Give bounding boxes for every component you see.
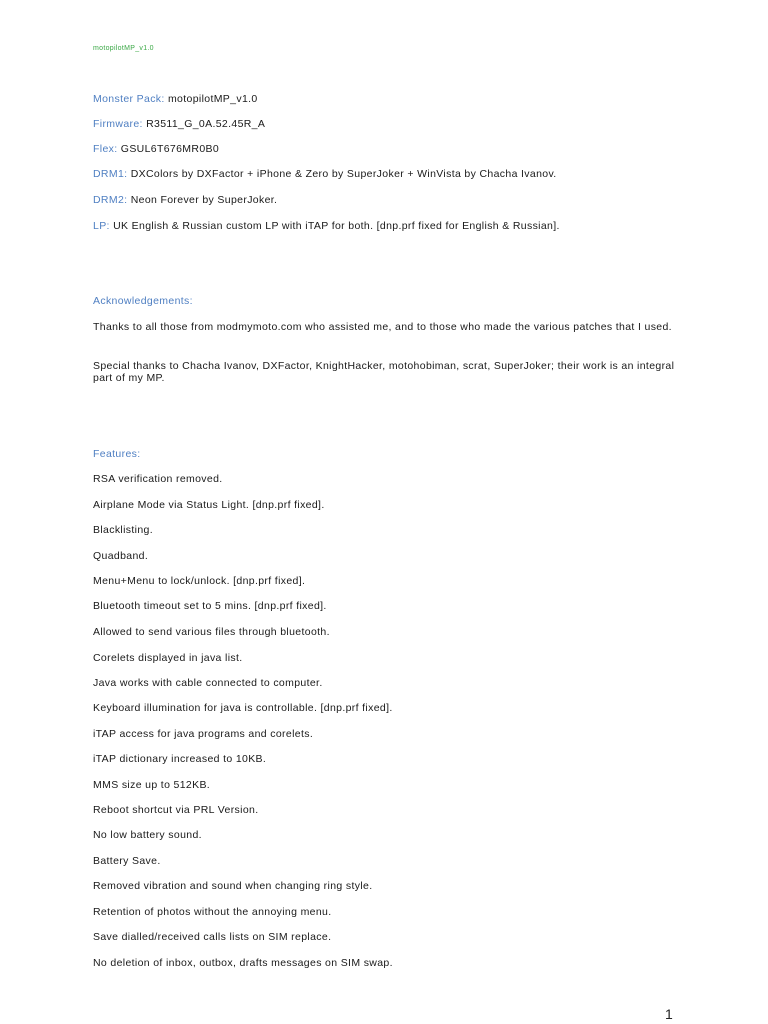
info-label: LP: (93, 220, 110, 232)
feature-item: iTAP access for java programs and corelets. (93, 728, 314, 740)
info-value: UK English & Russian custom LP with iTAP for both. [dnp.prf fixed for English & Russian]. (113, 220, 560, 232)
info-line-lp (93, 220, 560, 233)
feature-item: Reboot shortcut via PRL Version. (93, 804, 259, 816)
info-line-monster-pack (93, 93, 258, 106)
info-label: Monster Pack: (93, 93, 165, 105)
info-value: motopilotMP_v1.0 (167, 93, 258, 105)
feature-item: MMS size up to 512KB. (93, 779, 211, 791)
feature-item: Blacklisting. (93, 524, 153, 536)
feature-item: Keyboard illumination for java is controllable. [dnp.prf fixed]. (93, 702, 393, 714)
feature-item: Airplane Mode via Status Light. [dnp.prf fixed]. (93, 499, 325, 511)
feature-item: Quadband. (93, 550, 149, 562)
feature-item: Allowed to send various files through bluetooth. (93, 626, 330, 638)
page-number: 1 (665, 1006, 674, 1022)
feature-item: Retention of photos without the annoying menu. (93, 906, 332, 918)
info-line-drm1 (93, 168, 557, 181)
info-line-drm2 (93, 194, 277, 207)
feature-item: Bluetooth timeout set to 5 mins. [dnp.prf fixed]. (93, 600, 327, 612)
feature-item: No deletion of inbox, outbox, drafts messages on SIM swap. (93, 957, 393, 969)
info-line-flex (93, 143, 219, 156)
acknowledgements-paragraph: Thanks to all those from modmymoto.com who assisted me, and to those who made the various patches that I used. (93, 321, 672, 333)
info-label: Firmware: (93, 118, 143, 130)
info-value: R3511_G_0A.52.45R_A (146, 118, 266, 130)
acknowledgements-heading: Acknowledgements: (93, 295, 193, 307)
feature-item: Battery Save. (93, 855, 161, 867)
features-heading: Features: (93, 448, 141, 460)
info-value: Neon Forever by SuperJoker. (130, 194, 278, 206)
document-header: motopilotMP_v1.0 (93, 45, 154, 52)
feature-item: Java works with cable connected to computer. (93, 677, 323, 689)
feature-item: No low battery sound. (93, 829, 202, 841)
feature-item: Corelets displayed in java list. (93, 652, 243, 664)
info-value: DXColors by DXFactor + iPhone & Zero by SuperJoker + WinVista by Chacha Ivanov. (130, 168, 557, 180)
feature-item: Menu+Menu to lock/unlock. [dnp.prf fixed]. (93, 575, 306, 587)
info-value: GSUL6T676MR0B0 (120, 143, 220, 155)
info-label: DRM1: (93, 168, 128, 180)
feature-item: Removed vibration and sound when changing ring style. (93, 880, 373, 892)
info-label: DRM2: (93, 194, 128, 206)
feature-item: RSA verification removed. (93, 473, 223, 485)
info-line-firmware (93, 118, 265, 131)
info-label: Flex: (93, 143, 118, 155)
acknowledgements-paragraph: Special thanks to Chacha Ivanov, DXFactor, KnightHacker, motohobiman, scrat, SuperJoker; their work is an integral part of my MP. (93, 360, 675, 385)
feature-item: Save dialled/received calls lists on SIM replace. (93, 931, 332, 943)
feature-item: iTAP dictionary increased to 10KB. (93, 753, 267, 765)
